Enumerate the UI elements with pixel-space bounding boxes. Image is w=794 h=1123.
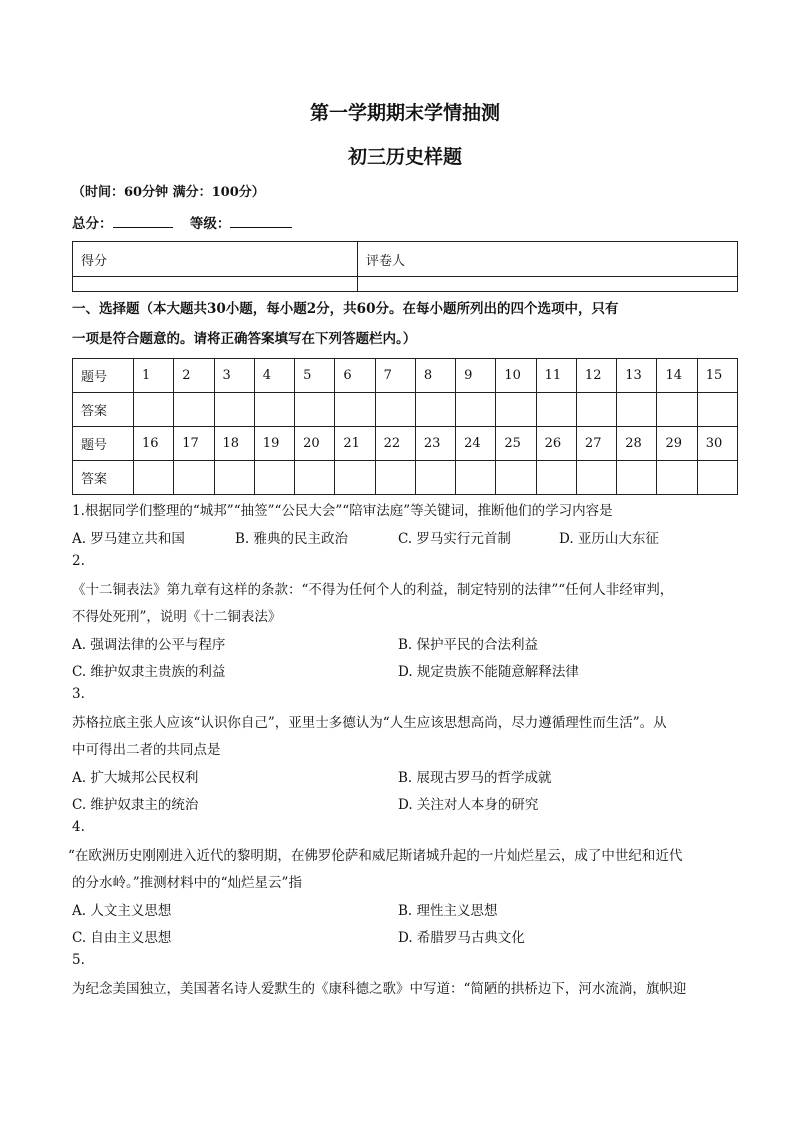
q2-option-d[interactable]: D. 规定贵族不能随意解释法律 xyxy=(398,664,579,680)
score-cell[interactable] xyxy=(73,277,358,292)
question-number-cell: 24 xyxy=(456,427,496,461)
question-number-cell: 30 xyxy=(697,427,737,461)
question-number-cell: 3 xyxy=(214,359,254,393)
question-number-cell: 4 xyxy=(254,359,294,393)
question-number-cell: 9 xyxy=(456,359,496,393)
q1-option-d[interactable]: D. 亚历山大东征 xyxy=(559,531,659,547)
q4-option-d[interactable]: D. 希腊罗马古典文化 xyxy=(398,930,525,946)
question-number-cell: 20 xyxy=(295,427,335,461)
answer-cell[interactable] xyxy=(576,393,616,427)
answer-cell[interactable] xyxy=(254,393,294,427)
q3-option-a[interactable]: A. 扩大城邦公民权利 xyxy=(72,770,199,786)
row-label-question: 题号 xyxy=(73,427,134,461)
question-number-cell: 29 xyxy=(657,427,697,461)
question-2-stem-1: 《十二铜表法》第九章有这样的条款：“不得为任何个人的利益，制定特别的法律”“任何人非经审判， xyxy=(72,582,674,598)
answer-cell[interactable] xyxy=(496,461,536,495)
answer-row-1 xyxy=(73,393,738,427)
answer-cell[interactable] xyxy=(335,393,375,427)
question-number-cell: 6 xyxy=(335,359,375,393)
answer-cell[interactable] xyxy=(697,393,737,427)
q2-option-c[interactable]: C. 维护奴隶主贵族的利益 xyxy=(72,664,226,680)
q4-option-b[interactable]: B. 理性主义思想 xyxy=(398,903,498,919)
q4-option-a[interactable]: A. 人文主义思想 xyxy=(72,903,172,919)
question-4-stem-2: 的分水岭。”推测材料中的“灿烂星云”指 xyxy=(72,875,302,891)
answer-cell[interactable] xyxy=(174,393,214,427)
question-number-cell: 5 xyxy=(295,359,335,393)
question-number-row-2 xyxy=(73,427,738,461)
q1-option-b[interactable]: B. 雅典的民主政治 xyxy=(235,531,349,547)
answer-cell[interactable] xyxy=(536,393,576,427)
answer-cell[interactable] xyxy=(657,393,697,427)
exam-title: 第一学期期末学情抽测 xyxy=(309,102,500,124)
answer-cell[interactable] xyxy=(134,393,174,427)
answer-cell[interactable] xyxy=(536,461,576,495)
question-3-stem-1: 苏格拉底主张人应该“认识你自己”，亚里士多德认为“人生应该思想高尚，尽力遵循理性而生活”。从 xyxy=(72,715,667,731)
question-1 xyxy=(72,499,613,519)
q4-option-c[interactable]: C. 自由主义思想 xyxy=(72,930,172,946)
answer-cell[interactable] xyxy=(254,461,294,495)
question-5-stem-1: 为纪念美国独立，美国著名诗人爱默生的《康科德之歌》中写道：“简陋的拱桥边下，河水流淌，旗帜迎 xyxy=(72,981,687,997)
question-number-cell: 13 xyxy=(617,359,657,393)
total-grade-line xyxy=(72,212,292,232)
question-number-cell: 14 xyxy=(657,359,697,393)
question-number-cell: 23 xyxy=(415,427,455,461)
answer-cell[interactable] xyxy=(174,461,214,495)
question-number-cell: 26 xyxy=(536,427,576,461)
question-number-row-1 xyxy=(73,359,738,393)
q3-option-b[interactable]: B. 展现古罗马的哲学成就 xyxy=(398,770,552,786)
question-number-cell: 11 xyxy=(536,359,576,393)
question-number-cell: 17 xyxy=(174,427,214,461)
answer-cell[interactable] xyxy=(617,461,657,495)
answer-cell[interactable] xyxy=(576,461,616,495)
answer-cell[interactable] xyxy=(375,461,415,495)
total-blank[interactable] xyxy=(113,215,173,228)
answer-cell[interactable] xyxy=(697,461,737,495)
score-table xyxy=(72,241,738,292)
q1-option-c[interactable]: C. 罗马实行元首制 xyxy=(398,531,511,547)
question-5-number: 5. xyxy=(72,952,85,968)
grade-blank[interactable] xyxy=(230,215,292,228)
question-stem: 根据同学们整理的“城邦”“抽签”“公民大会”“陪审法庭”等关键词，推断他们的学习内容是 xyxy=(84,503,613,519)
answer-cell[interactable] xyxy=(214,393,254,427)
question-4-number: 4. xyxy=(72,819,85,835)
question-2-stem-2: 不得处死刑”，说明《十二铜表法》 xyxy=(72,609,282,625)
answer-cell[interactable] xyxy=(456,393,496,427)
question-4-stem-1: “在欧洲历史刚刚进入近代的黎明期，在佛罗伦萨和威尼斯诸城升起的一片灿烂星云，成了中世纪和近代 xyxy=(68,848,683,864)
answer-cell[interactable] xyxy=(617,393,657,427)
answer-cell[interactable] xyxy=(214,461,254,495)
question-number-cell: 19 xyxy=(254,427,294,461)
q3-option-d[interactable]: D. 关注对人本身的研究 xyxy=(398,797,539,813)
question-3-number: 3. xyxy=(72,686,85,702)
grader-header: 评卷人 xyxy=(358,242,738,277)
answer-cell[interactable] xyxy=(375,393,415,427)
answer-cell[interactable] xyxy=(415,461,455,495)
question-number-cell: 25 xyxy=(496,427,536,461)
question-number-cell: 12 xyxy=(576,359,616,393)
question-number-cell: 22 xyxy=(375,427,415,461)
q2-option-b[interactable]: B. 保护平民的合法利益 xyxy=(398,637,539,653)
q2-option-a[interactable]: A. 强调法律的公平与程序 xyxy=(72,637,226,653)
question-number-cell: 27 xyxy=(576,427,616,461)
answer-cell[interactable] xyxy=(295,461,335,495)
answer-cell[interactable] xyxy=(456,461,496,495)
grader-cell[interactable] xyxy=(358,277,738,292)
answer-cell[interactable] xyxy=(657,461,697,495)
answer-cell[interactable] xyxy=(295,393,335,427)
exam-subtitle: 初三历史样题 xyxy=(347,146,462,168)
section1-line1: 一、选择题（本大题共30小题，每小题2分，共60分。在每小题所列出的四个选项中，只有 xyxy=(72,301,619,317)
grade-label: 等级： xyxy=(189,216,231,232)
question-number: 1. xyxy=(72,503,85,519)
total-label: 总分： xyxy=(72,216,113,232)
question-3-stem-2: 中可得出二者的共同点是 xyxy=(72,742,221,758)
row-label-answer: 答案 xyxy=(73,393,134,427)
answer-row-2 xyxy=(73,461,738,495)
question-number-cell: 1 xyxy=(134,359,174,393)
answer-cell[interactable] xyxy=(134,461,174,495)
row-label-answer: 答案 xyxy=(73,461,134,495)
question-number-cell: 28 xyxy=(617,427,657,461)
question-number-cell: 18 xyxy=(214,427,254,461)
row-label-question: 题号 xyxy=(73,359,134,393)
question-number-cell: 21 xyxy=(335,427,375,461)
answer-cell[interactable] xyxy=(335,461,375,495)
question-number-cell: 8 xyxy=(415,359,455,393)
question-2-number: 2. xyxy=(72,553,85,569)
time-info: （时间：60分钟 满分：100分） xyxy=(72,185,265,200)
score-header: 得分 xyxy=(73,242,358,277)
question-number-cell: 7 xyxy=(375,359,415,393)
q1-option-a[interactable]: A. 罗马建立共和国 xyxy=(72,531,185,547)
question-number-cell: 2 xyxy=(174,359,214,393)
answer-cell[interactable] xyxy=(415,393,455,427)
question-number-cell: 10 xyxy=(496,359,536,393)
question-number-cell: 15 xyxy=(697,359,737,393)
answer-table xyxy=(72,358,738,495)
q3-option-c[interactable]: C. 维护奴隶主的统治 xyxy=(72,797,199,813)
answer-cell[interactable] xyxy=(496,393,536,427)
question-number-cell: 16 xyxy=(134,427,174,461)
section1-line2: 一项是符合题意的。请将正确答案填写在下列答题栏内。） xyxy=(72,331,417,347)
